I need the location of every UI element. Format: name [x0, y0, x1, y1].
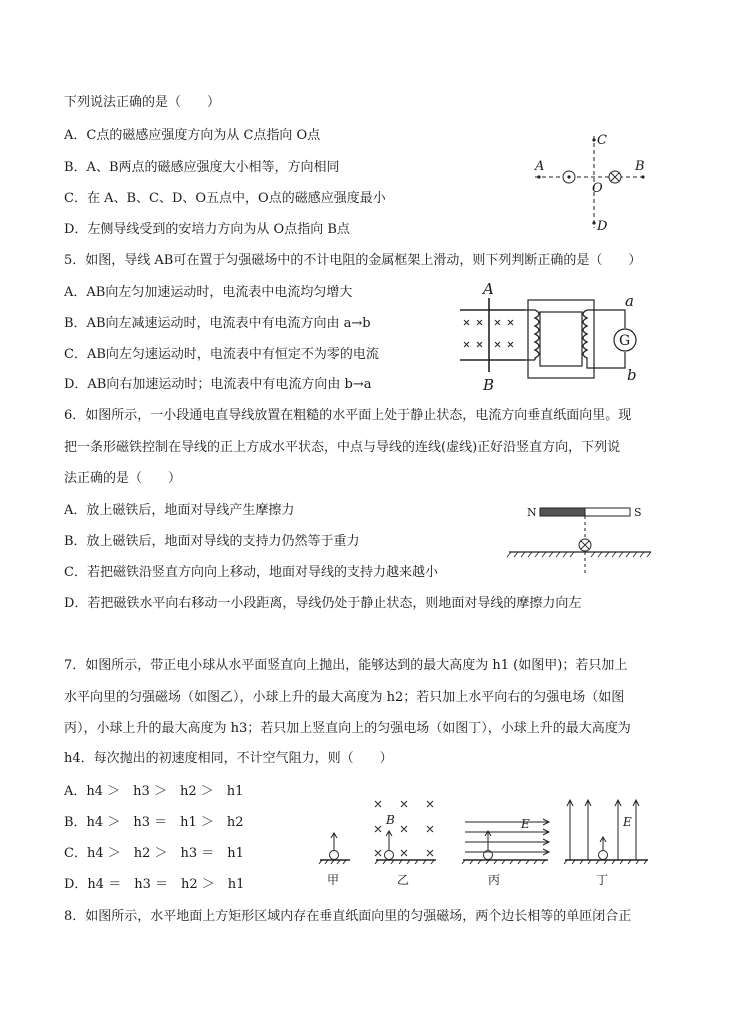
q8-stem-line-1: 8．如图所示，水平地面上方矩形区域内存在垂直纸面向里的匀强磁场，两个边长相等的单匝闭合正: [64, 909, 632, 924]
q4-label-a: A: [535, 159, 545, 174]
q7-caption-bing: 丙: [488, 873, 501, 887]
q6-figure: [505, 498, 655, 578]
q7-option-d: D．h4 ＝ h3 ＝ h2 ＞ h1: [64, 877, 245, 892]
q7-caption-jia: 甲: [327, 873, 340, 887]
q4-label-b: B: [635, 159, 645, 174]
q6-stem-line-1: 6．如图所示，一小段通电直导线放置在粗糙的水平面上处于静止状态，电流方向垂直纸面向里。现: [64, 408, 632, 423]
q6-option-a: A．放上磁铁后，地面对导线产生摩擦力: [64, 503, 295, 518]
q5-option-d: D．AB向右加速运动时；电流表中有电流方向由 b→a: [64, 377, 372, 392]
q6-stem-line-2: 把一条形磁铁控制在导线的正上方成水平状态，中点与导线的连线(虚线)正好沿竖直方向，下列说: [64, 440, 621, 455]
q7-stem-line-4: h4．每次抛出的初速度相同，不计空气阻力，则（ ）: [64, 751, 393, 766]
q6-option-b: B．放上磁铁后，地面对导线的支持力仍然等于重力: [64, 534, 360, 549]
q7-option-a: A．h4 ＞ h3 ＞ h2 ＞ h1: [64, 784, 244, 799]
q4-option-a: A．C点的磁感应强度方向为从 C点指向 O点: [64, 128, 321, 143]
q4-option-b: B．A、B两点的磁感应强度大小相等，方向相同: [64, 160, 340, 175]
q4-point-a: [537, 175, 540, 178]
q5-label-a-upper: A: [483, 280, 494, 298]
q4-option-c: C．在 A、B、C、D、O五点中，O点的磁感应强度最小: [64, 191, 386, 206]
q7-label-e-bing: E: [521, 817, 530, 831]
magnet-s-pole: [585, 508, 630, 516]
q4-point-c: [592, 138, 595, 141]
q4-figure: [525, 128, 660, 238]
q7-label-b: B: [386, 813, 395, 827]
q4-option-d: D．左侧导线受到的安培力方向为从 O点指向 B点: [64, 222, 350, 237]
q7-option-b: B．h4 ＞ h3 ＝ h1 ＞ h2: [64, 815, 244, 830]
q4-label-d: D: [597, 219, 608, 234]
q7-caption-ding: 丁: [596, 873, 609, 887]
q5-label-a-lower: a: [625, 292, 634, 310]
q6-stem-line-3: 法正确的是（ ）: [64, 471, 182, 486]
q4-point-b: [641, 175, 644, 178]
q7-caption-yi: 乙: [397, 873, 410, 887]
q4-point-d: [592, 221, 595, 224]
magnet-n-pole: [540, 508, 585, 516]
q5-label-g: G: [619, 333, 631, 349]
q5-label-b-lower: b: [627, 366, 637, 384]
q5-option-b: B．AB向左减速运动时，电流表中有电流方向由 a→b: [64, 316, 371, 331]
q4-label-c: C: [597, 133, 607, 148]
q6-option-c: C．若把磁铁沿竖直方向向上移动，地面对导线的支持力越来越小: [64, 565, 438, 580]
q5-figure: [455, 280, 655, 395]
q5-label-b-upper: B: [483, 376, 495, 394]
q5-option-c: C．AB向左匀速运动时，电流表中有恒定不为零的电流: [64, 347, 379, 362]
q5-stem: 5．如图，导线 AB可在置于匀强磁场中的不计电阻的金属框架上滑动，则下列判断正确的是（ ）: [64, 253, 642, 268]
q5-option-a: A．AB向左匀加速运动时，电流表中电流均匀增大: [64, 285, 353, 300]
q7-label-e-ding: E: [623, 815, 632, 829]
q7-stem-line-1: 7．如图所示，带正电小球从水平面竖直向上抛出，能够达到的最大高度为 h1 (如图甲)；若只加上: [64, 658, 628, 673]
q6-label-s: S: [634, 506, 642, 519]
q7-stem-line-3: 丙），小球上升的最大高度为 h3；若只加上竖直向上的匀强电场（如图丁），小球上升的最大高度为: [64, 721, 631, 736]
q6-option-d: D．若把磁铁水平向右移动一小段距离，导线仍处于静止状态，则地面对导线的摩擦力向左: [64, 596, 582, 611]
q7-figure: [318, 792, 658, 892]
q4-label-o: O: [592, 181, 603, 196]
q6-ground-hatch: [507, 552, 651, 557]
q4-stem: 下列说法正确的是（ ）: [64, 95, 221, 110]
q7-stem-line-2: 水平向里的匀强磁场（如图乙），小球上升的最大高度为 h2；若只加上水平向右的匀强电场（如图: [64, 690, 625, 705]
q7-option-c: C．h4 ＞ h2 ＞ h3 ＝ h1: [64, 846, 244, 861]
q6-label-n: N: [527, 506, 537, 519]
